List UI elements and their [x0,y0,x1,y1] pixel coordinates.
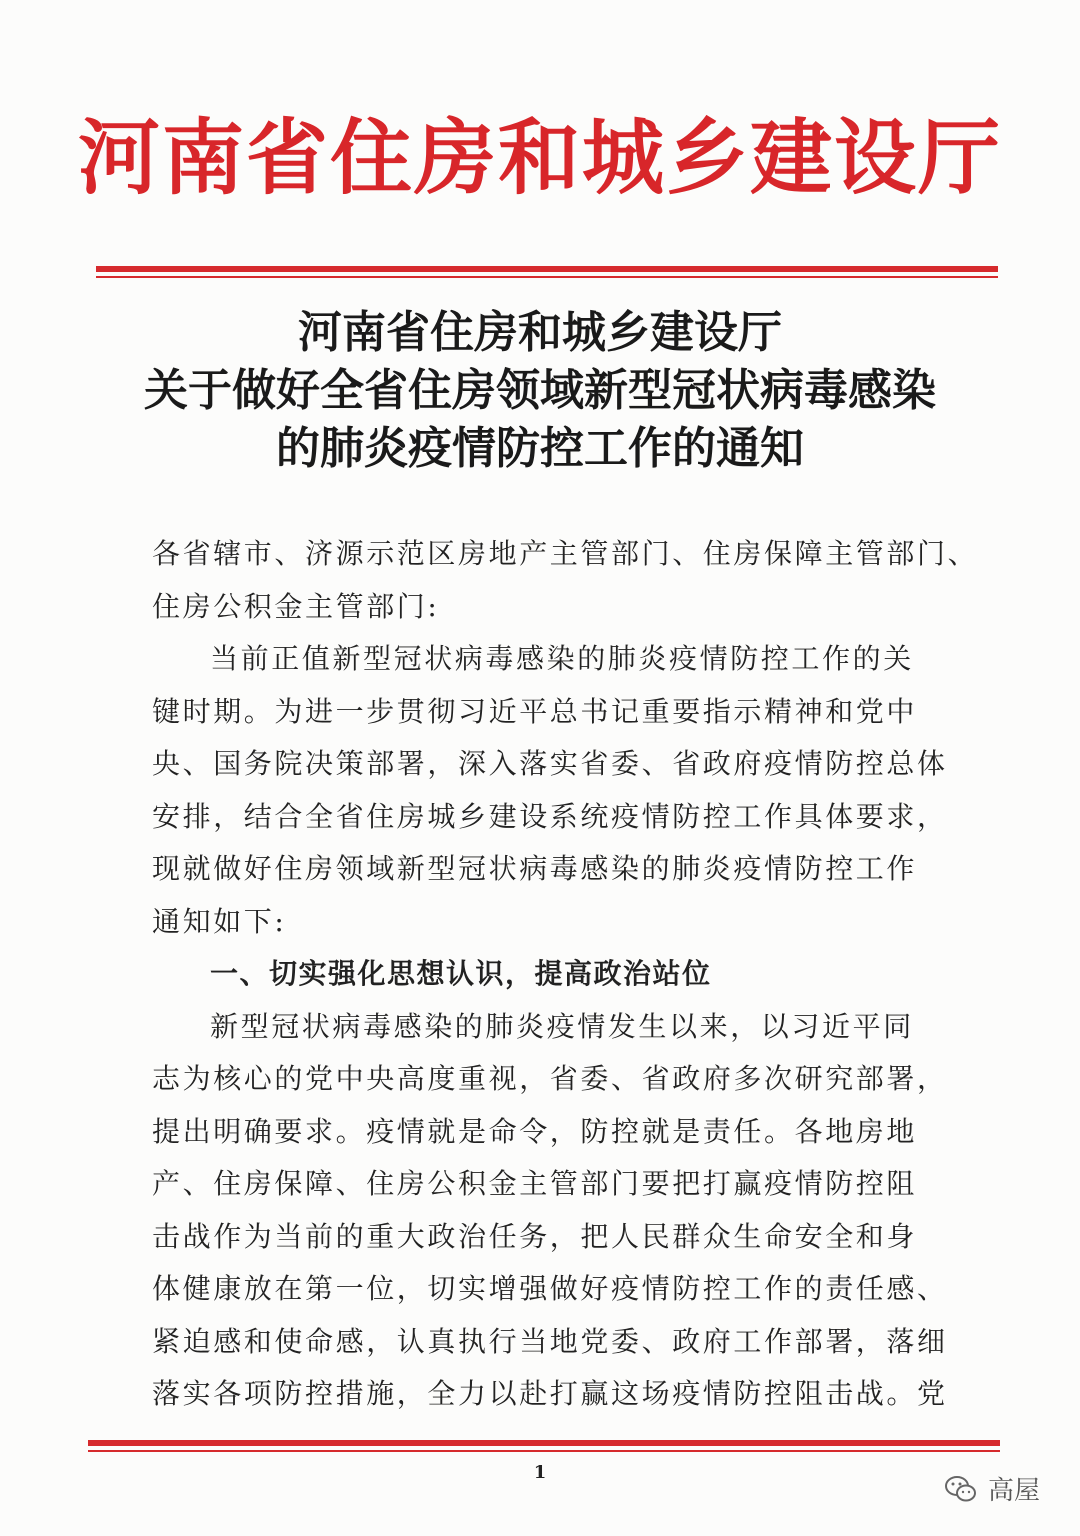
paragraph-line: 提出明确要求。疫情就是命令，防控就是责任。各地房地 [152,1114,918,1148]
paragraph-line: 落实各项防控措施，全力以赴打赢这场疫情防控阻击战。党 [152,1377,948,1410]
paragraph-line: 键时期。为进一步贯彻习近平总书记重要指示精神和党中 [152,694,918,728]
paragraph-line: 志为核心的党中央高度重视，省委、省政府多次研究部署， [152,1062,948,1095]
title-line: 河南省住房和城乡建设厅 [298,307,782,358]
recipient-line: 住房公积金主管部门: [152,589,440,623]
wechat-watermark [944,1470,1040,1507]
letterhead-title: 河南省住房和城乡建设厅 [77,111,1002,206]
document-body [152,528,979,1421]
paragraph-line: 击战作为当前的重大政治任务，把人民群众生命安全和身 [152,1219,918,1253]
paragraph-line: 央、国务院决策部署，深入落实省委、省政府疫情防控总体 [152,747,948,780]
section-heading: 一、切实强化思想认识，提高政治站位 [210,957,712,990]
footer-red-rule [88,1440,1000,1452]
document-title [0,304,1080,478]
page-number: 1 [533,1462,547,1483]
paragraph-line: 产、住房保障、住房公积金主管部门要把打赢疫情防控阻 [152,1167,918,1200]
letterhead-red-rule [96,266,998,278]
watermark-text: 高屋 [987,1476,1040,1506]
paragraph-line: 新型冠状病毒感染的肺炎疫情发生以来，以习近平同 [210,1009,914,1043]
paragraph-line: 体健康放在第一位，切实增强做好疫情防控工作的责任感、 [152,1272,948,1305]
paragraph-line: 安排，结合全省住房城乡建设系统疫情防控工作具体要求， [152,799,948,833]
recipient-line: 各省辖市、济源示范区房地产主管部门、住房保障主管部门、 [152,537,979,570]
paragraph-line: 当前正值新型冠状病毒感染的肺炎疫情防控工作的关 [210,642,914,675]
title-line: 的肺炎疫情防控工作的通知 [276,423,804,474]
wechat-icon [944,1474,978,1504]
paragraph-line: 现就做好住房领域新型冠状病毒感染的肺炎疫情防控工作 [152,852,918,885]
paragraph-line: 通知如下: [152,904,287,938]
title-line: 关于做好全省住房领域新型冠状病毒感染 [144,365,936,416]
paragraph-line: 紧迫感和使命感，认真执行当地党委、政府工作部署，落细 [152,1324,948,1358]
